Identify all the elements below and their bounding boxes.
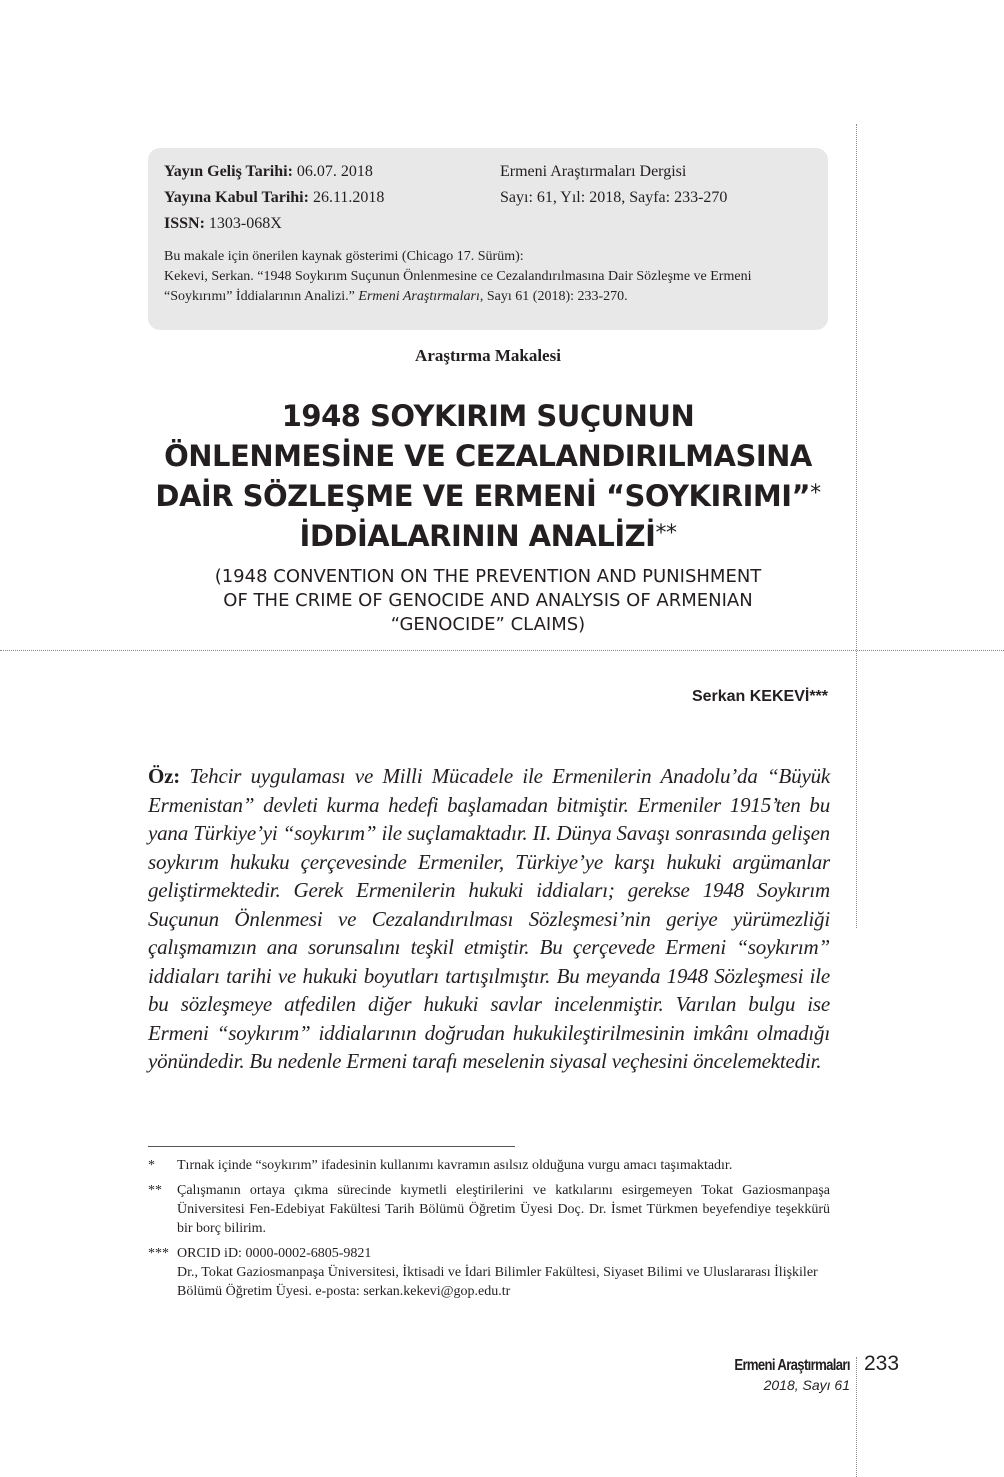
citation-text xyxy=(164,267,812,307)
footnote-mark: ** xyxy=(148,1183,162,1198)
footnote-3 xyxy=(148,1244,830,1301)
subtitle-line-1: (1948 CONVENTION ON THE PREVENTION AND PUNISHMENT xyxy=(214,566,762,587)
publication-info-box xyxy=(148,148,828,330)
author-name: Serkan KEKEVİ*** xyxy=(691,688,828,705)
received-date xyxy=(164,159,500,185)
footnote-text: Çalışmanın ortaya çıkma sürecinde kıymetli eleştirilerini ve katkılarını esirgemeyen Tokat Gaziosmanpaşa Üniversitesi Fen-Edebiyat Fakültesi Tarih Bölümü Öğretim Üyesi Doç. Dr. İsmet Türkmen beyefendiye teşekkürü bir borç bilirim. xyxy=(177,1183,830,1236)
horizontal-dotted-rule xyxy=(0,650,1004,651)
article-subtitle-english xyxy=(148,565,828,637)
issue-info: Sayı: 61, Yıl: 2018, Sayfa: 233-270 xyxy=(500,189,728,206)
info-row-1 xyxy=(164,159,812,185)
title-line-3 xyxy=(148,476,828,516)
footnote-mark: * xyxy=(148,1158,155,1173)
accepted-date-value: 26.11.2018 xyxy=(308,189,385,206)
citation-intro: Bu makale için önerilen kaynak gösterimi (Chicago 17. Sürüm): xyxy=(164,249,524,264)
running-footer-journal: Ermeni Araştırmaları xyxy=(734,1357,850,1374)
received-date-label: Yayın Geliş Tarihi: xyxy=(164,163,293,180)
footnote-mark-1[interactable]: * xyxy=(810,481,821,506)
footnote-separator xyxy=(148,1146,515,1147)
footnote-text xyxy=(177,1244,830,1301)
footnote-mark: *** xyxy=(148,1246,169,1261)
footnotes xyxy=(148,1156,830,1307)
journal-name: Ermeni Araştırmaları Dergisi xyxy=(500,163,687,180)
issn-label: ISSN: xyxy=(164,215,205,232)
title-line-4 xyxy=(148,516,828,556)
author-affiliation: Dr., Tokat Gaziosmanpaşa Üniversitesi, İktisadi ve İdari Bilimler Fakültesi, Siyaset Bilimi ve Uluslararası İlişkiler Bölümü Öğretim Üyesi. e-posta: serkan.kekevi@gop.edu.tr xyxy=(177,1265,818,1299)
page-number: 233 xyxy=(864,1352,900,1375)
suggested-citation xyxy=(164,247,812,307)
title-line-4-text: İDDİALARININ ANALİZİ xyxy=(299,519,656,553)
title-line-1: 1948 SOYKIRIM SUÇUNUN xyxy=(281,399,695,433)
orcid: ORCID iD: 0000-0002-6805-9821 xyxy=(177,1246,372,1261)
article-title xyxy=(148,396,828,556)
footnote-1 xyxy=(148,1156,830,1175)
vertical-dotted-rule-top xyxy=(856,124,857,928)
accepted-date-label: Yayına Kabul Tarihi: xyxy=(164,189,309,206)
abstract-text: Tehcir uygulaması ve Milli Mücadele ile Ermenilerin Anadolu’da “Büyük Ermenistan” devleti kurma hedefi başlamadan bitmiştir. Ermeniler 1915’ten bu yana Türkiye’yi “soykırım” ile suçlamaktadır. II. Dünya Savaşı sonrasında gelişen soykırım hukuku çerçevesinde Ermeniler, Türkiye’ye karşı hukuki argümanlar geliştirmektedir. Gerek Ermenilerin hukuki iddiaları; gerekse 1948 Soykırım Suçunun Önlenmesi ve Cezalandırılması Sözleşmesi’nin geriye yürümezliği çalışmamızın ana sorunsalını teşkil etmiştir. Bu çerçevede Ermeni “soykırım” iddiaları tarihi ve hukuki boyutları tartışılmıştır. Bu meyanda 1948 Sözleşmesi ile bu sözleşmeye atfedilen diğer hukuki savlar incelenmiştir. Varılan bulgu ise Ermeni “soykırım” iddialarının doğrudan hukukileştirilmesinin imkânı olmadığı yönündedir. Bu nedenle Ermeni tarafı meselenin siyasal veçhesini öncelemektedir. xyxy=(148,764,830,1073)
title-line-3-text: DAİR SÖZLEŞME VE ERMENİ “SOYKIRIMI” xyxy=(155,479,811,513)
subtitle-line-2: OF THE CRIME OF GENOCIDE AND ANALYSIS OF ARMENIAN xyxy=(223,590,753,611)
info-row-3 xyxy=(164,211,812,237)
subtitle-line-3: “GENOCIDE” CLAIMS) xyxy=(390,614,586,635)
received-date-value: 06.07. 2018 xyxy=(292,163,373,180)
footnote-2 xyxy=(148,1181,830,1238)
running-footer-issue: 2018, Sayı 61 xyxy=(763,1377,850,1393)
issn-value: 1303-068X xyxy=(204,215,282,232)
issn xyxy=(164,211,500,237)
article-type: Araştırma Makalesi xyxy=(415,346,561,365)
info-row-2 xyxy=(164,185,812,211)
accepted-date xyxy=(164,185,500,211)
citation-part-1: Kekevi, Serkan. “1948 Soykırım Suçunun Önlenmesine ce Cezalandırılmasına Dair Sözleşme ve Ermeni “Soykırımı” İddialarının Analizi.” xyxy=(164,269,752,304)
citation-journal: Ermeni Araştırmaları xyxy=(358,289,480,304)
citation-part-2: , Sayı 61 (2018): 233-270. xyxy=(479,289,628,304)
footnote-text: Tırnak içinde “soykırım” ifadesinin kullanımı kavramın asılsız olduğuna vurgu amacı taşımaktadır. xyxy=(177,1158,733,1173)
abstract-label: Öz: xyxy=(148,764,181,788)
title-line-2: ÖNLENMESİNE VE CEZALANDIRILMASINA xyxy=(164,439,812,473)
abstract xyxy=(148,762,830,1076)
vertical-dotted-rule-bottom xyxy=(856,1357,857,1477)
footnote-mark-2[interactable]: ** xyxy=(655,521,677,546)
